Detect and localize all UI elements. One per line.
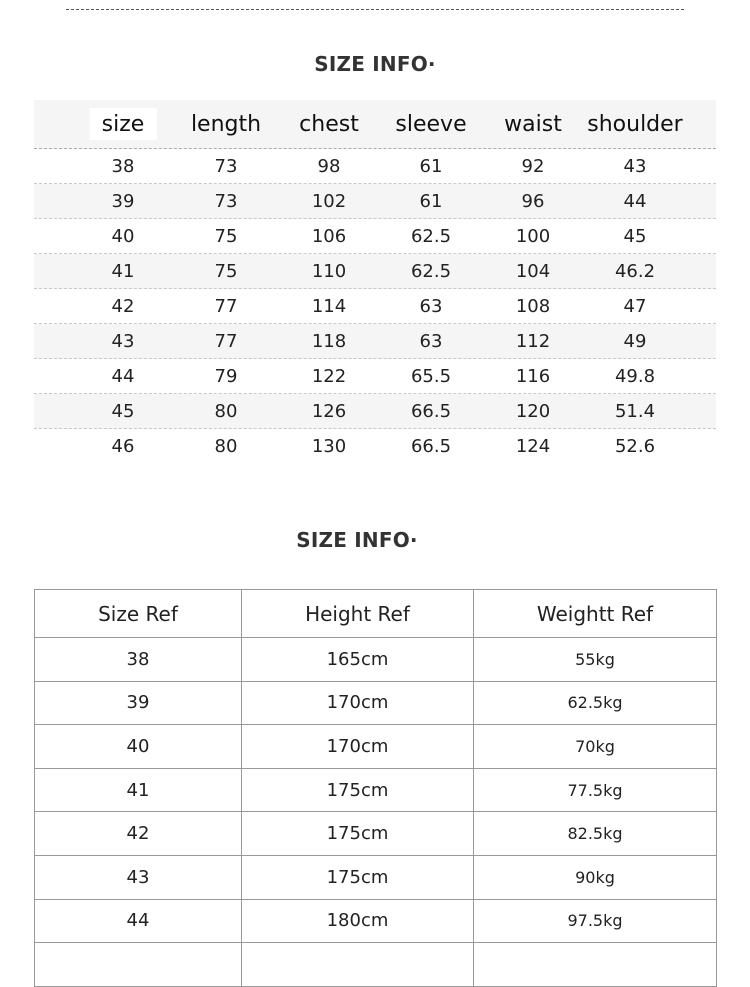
cell-waist: 104	[515, 260, 551, 282]
cell-chest: 118	[311, 330, 347, 352]
cell-shoulder: 52.6	[614, 435, 656, 457]
size-info-title: SIZE INFO·	[314, 52, 436, 76]
top-dashed-divider	[66, 9, 684, 10]
cell-height-ref: 175cm	[242, 768, 474, 812]
cell-length: 80	[214, 435, 238, 457]
size-measurement-table	[34, 100, 716, 463]
table-row	[34, 429, 716, 463]
cell-waist: 96	[521, 190, 545, 212]
cell-size: 38	[111, 155, 135, 177]
table-row	[34, 149, 716, 184]
table-header-row	[35, 590, 717, 638]
cell-waist: 92	[521, 155, 545, 177]
cell-waist: 100	[515, 225, 551, 247]
cell-sleeve: 62.5	[410, 260, 452, 282]
cell-length: 77	[214, 295, 238, 317]
cell-sleeve: 65.5	[410, 365, 452, 387]
cell-sleeve: 63	[419, 295, 443, 317]
header-height-ref: Height Ref	[242, 590, 474, 638]
header-size-ref: Size Ref	[35, 590, 242, 638]
cell-height-ref: 175cm	[242, 812, 474, 856]
cell-length: 75	[214, 260, 238, 282]
table-header-row	[34, 100, 716, 149]
header-sleeve: sleeve	[395, 111, 467, 137]
cell-length: 73	[214, 190, 238, 212]
cell-size-ref: 41	[35, 768, 242, 812]
table-row	[35, 899, 717, 943]
cell-weight-ref: 55kg	[474, 638, 717, 682]
cell-sleeve: 66.5	[410, 435, 452, 457]
cell-height-ref: 175cm	[242, 855, 474, 899]
cell-height-ref	[242, 943, 474, 987]
table-row	[34, 359, 716, 394]
cell-waist: 124	[515, 435, 551, 457]
header-waist: waist	[504, 111, 562, 137]
cell-waist: 116	[515, 365, 551, 387]
size-ref-title: SIZE INFO·	[296, 528, 418, 552]
cell-weight-ref: 97.5kg	[474, 899, 717, 943]
table-row	[35, 638, 717, 682]
table-row	[34, 219, 716, 254]
cell-size-ref: 42	[35, 812, 242, 856]
header-size: size	[90, 108, 157, 140]
table-row	[34, 254, 716, 289]
table-row	[34, 289, 716, 324]
header-chest: chest	[299, 111, 359, 137]
cell-size-ref: 38	[35, 638, 242, 682]
cell-length: 77	[214, 330, 238, 352]
cell-sleeve: 63	[419, 330, 443, 352]
cell-size: 43	[111, 330, 135, 352]
cell-sleeve: 61	[419, 155, 443, 177]
cell-shoulder: 46.2	[614, 260, 656, 282]
cell-length: 80	[214, 400, 238, 422]
cell-length: 73	[214, 155, 238, 177]
cell-chest: 106	[311, 225, 347, 247]
cell-shoulder: 43	[623, 155, 647, 177]
cell-sleeve: 61	[419, 190, 443, 212]
cell-chest: 98	[317, 155, 341, 177]
cell-size: 41	[111, 260, 135, 282]
cell-shoulder: 45	[623, 225, 647, 247]
header-length: length	[190, 111, 262, 137]
header-shoulder: shoulder	[587, 111, 683, 137]
cell-height-ref: 170cm	[242, 681, 474, 725]
cell-waist: 112	[515, 330, 551, 352]
cell-size: 45	[111, 400, 135, 422]
cell-size-ref: 43	[35, 855, 242, 899]
cell-weight-ref: 62.5kg	[474, 681, 717, 725]
cell-waist: 108	[515, 295, 551, 317]
table-row	[35, 812, 717, 856]
table-row	[34, 324, 716, 359]
cell-height-ref: 180cm	[242, 899, 474, 943]
cell-size: 39	[111, 190, 135, 212]
cell-size: 44	[111, 365, 135, 387]
cell-weight-ref: 77.5kg	[474, 768, 717, 812]
cell-weight-ref	[474, 943, 717, 987]
cell-length: 75	[214, 225, 238, 247]
cell-size-ref	[35, 943, 242, 987]
cell-size: 46	[111, 435, 135, 457]
cell-shoulder: 51.4	[614, 400, 656, 422]
cell-size: 42	[111, 295, 135, 317]
cell-chest: 110	[311, 260, 347, 282]
cell-waist: 120	[515, 400, 551, 422]
table-row	[35, 681, 717, 725]
height-weight-reference-table	[34, 589, 717, 987]
table-row	[35, 943, 717, 987]
header-weight-ref: Weightt Ref	[474, 590, 717, 638]
cell-size: 40	[111, 225, 135, 247]
table-row	[34, 184, 716, 219]
cell-sleeve: 62.5	[410, 225, 452, 247]
cell-chest: 102	[311, 190, 347, 212]
cell-chest: 122	[311, 365, 347, 387]
cell-weight-ref: 90kg	[474, 855, 717, 899]
cell-height-ref: 170cm	[242, 725, 474, 769]
cell-shoulder: 44	[623, 190, 647, 212]
cell-chest: 130	[311, 435, 347, 457]
cell-length: 79	[214, 365, 238, 387]
cell-shoulder: 47	[623, 295, 647, 317]
cell-weight-ref: 82.5kg	[474, 812, 717, 856]
cell-shoulder: 49.8	[614, 365, 656, 387]
cell-size-ref: 44	[35, 899, 242, 943]
cell-shoulder: 49	[623, 330, 647, 352]
cell-weight-ref: 70kg	[474, 725, 717, 769]
cell-height-ref: 165cm	[242, 638, 474, 682]
cell-size-ref: 39	[35, 681, 242, 725]
cell-chest: 126	[311, 400, 347, 422]
table-row	[35, 725, 717, 769]
table-row	[35, 768, 717, 812]
cell-chest: 114	[311, 295, 347, 317]
cell-size-ref: 40	[35, 725, 242, 769]
table-row	[35, 855, 717, 899]
cell-sleeve: 66.5	[410, 400, 452, 422]
table-row	[34, 394, 716, 429]
